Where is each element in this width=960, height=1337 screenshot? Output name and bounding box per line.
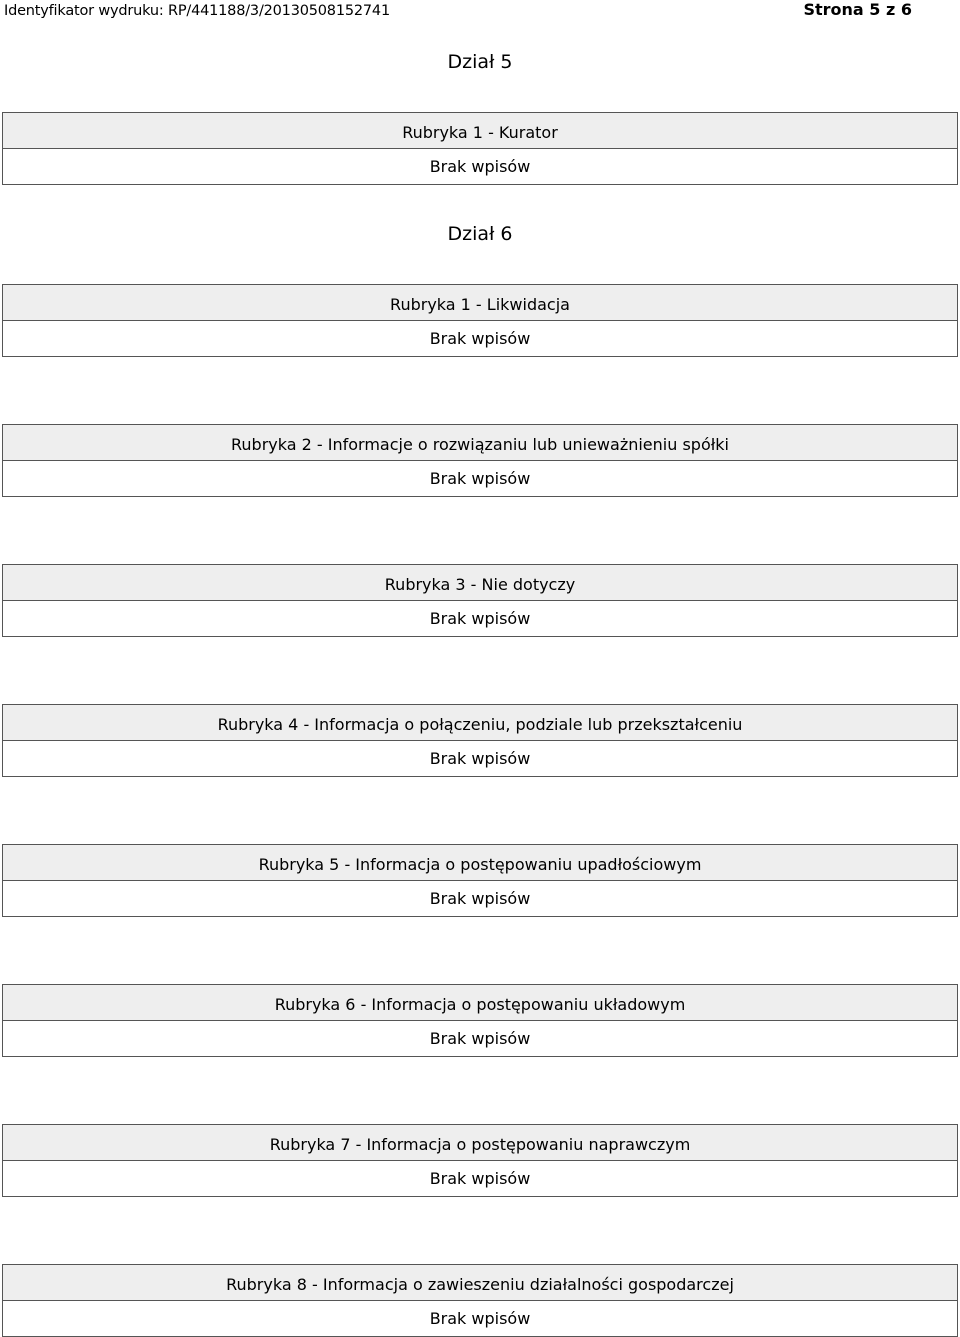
rubric-content: Brak wpisów: [2, 1020, 958, 1057]
rubric-title: Rubryka 1 - Likwidacja: [2, 284, 958, 321]
rubric-nie-dotyczy: [2, 564, 958, 636]
rubric-content: Brak wpisów: [2, 460, 958, 497]
rubric-likwidacja: [2, 284, 958, 356]
rubric-title: Rubryka 7 - Informacja o postępowaniu naprawczym: [2, 1124, 958, 1161]
page-number: Strona 5 z 6: [803, 0, 912, 19]
rubric-title: Rubryka 1 - Kurator: [2, 112, 958, 149]
rubric-title: Rubryka 3 - Nie dotyczy: [2, 564, 958, 601]
rubric-content: Brak wpisów: [2, 320, 958, 357]
rubric-content: Brak wpisów: [2, 880, 958, 917]
rubric-content: Brak wpisów: [2, 1160, 958, 1197]
page-header: [0, 0, 960, 22]
rubric-polaczenie: [2, 704, 958, 776]
rubric-kurator: [2, 112, 958, 184]
rubric-title: Rubryka 6 - Informacja o postępowaniu układowym: [2, 984, 958, 1021]
rubric-content: Brak wpisów: [2, 148, 958, 185]
rubric-naprawcze: [2, 1124, 958, 1196]
rubric-content: Brak wpisów: [2, 1300, 958, 1337]
rubric-title: Rubryka 2 - Informacje o rozwiązaniu lub unieważnieniu spółki: [2, 424, 958, 461]
rubric-title: Rubryka 5 - Informacja o postępowaniu upadłościowym: [2, 844, 958, 881]
rubric-content: Brak wpisów: [2, 600, 958, 637]
rubric-zawieszenie: [2, 1264, 958, 1336]
section-title-dzial-5: Dział 5: [447, 51, 513, 73]
rubric-title: Rubryka 4 - Informacja o połączeniu, podziale lub przekształceniu: [2, 704, 958, 741]
rubric-rozwiazanie: [2, 424, 958, 496]
rubric-content: Brak wpisów: [2, 740, 958, 777]
rubric-uklad: [2, 984, 958, 1056]
rubric-upadlosc: [2, 844, 958, 916]
section-title-dzial-6: Dział 6: [447, 223, 513, 245]
rubric-title: Rubryka 8 - Informacja o zawieszeniu działalności gospodarczej: [2, 1264, 958, 1301]
print-identifier: Identyfikator wydruku: RP/441188/3/20130508152741: [4, 3, 390, 19]
